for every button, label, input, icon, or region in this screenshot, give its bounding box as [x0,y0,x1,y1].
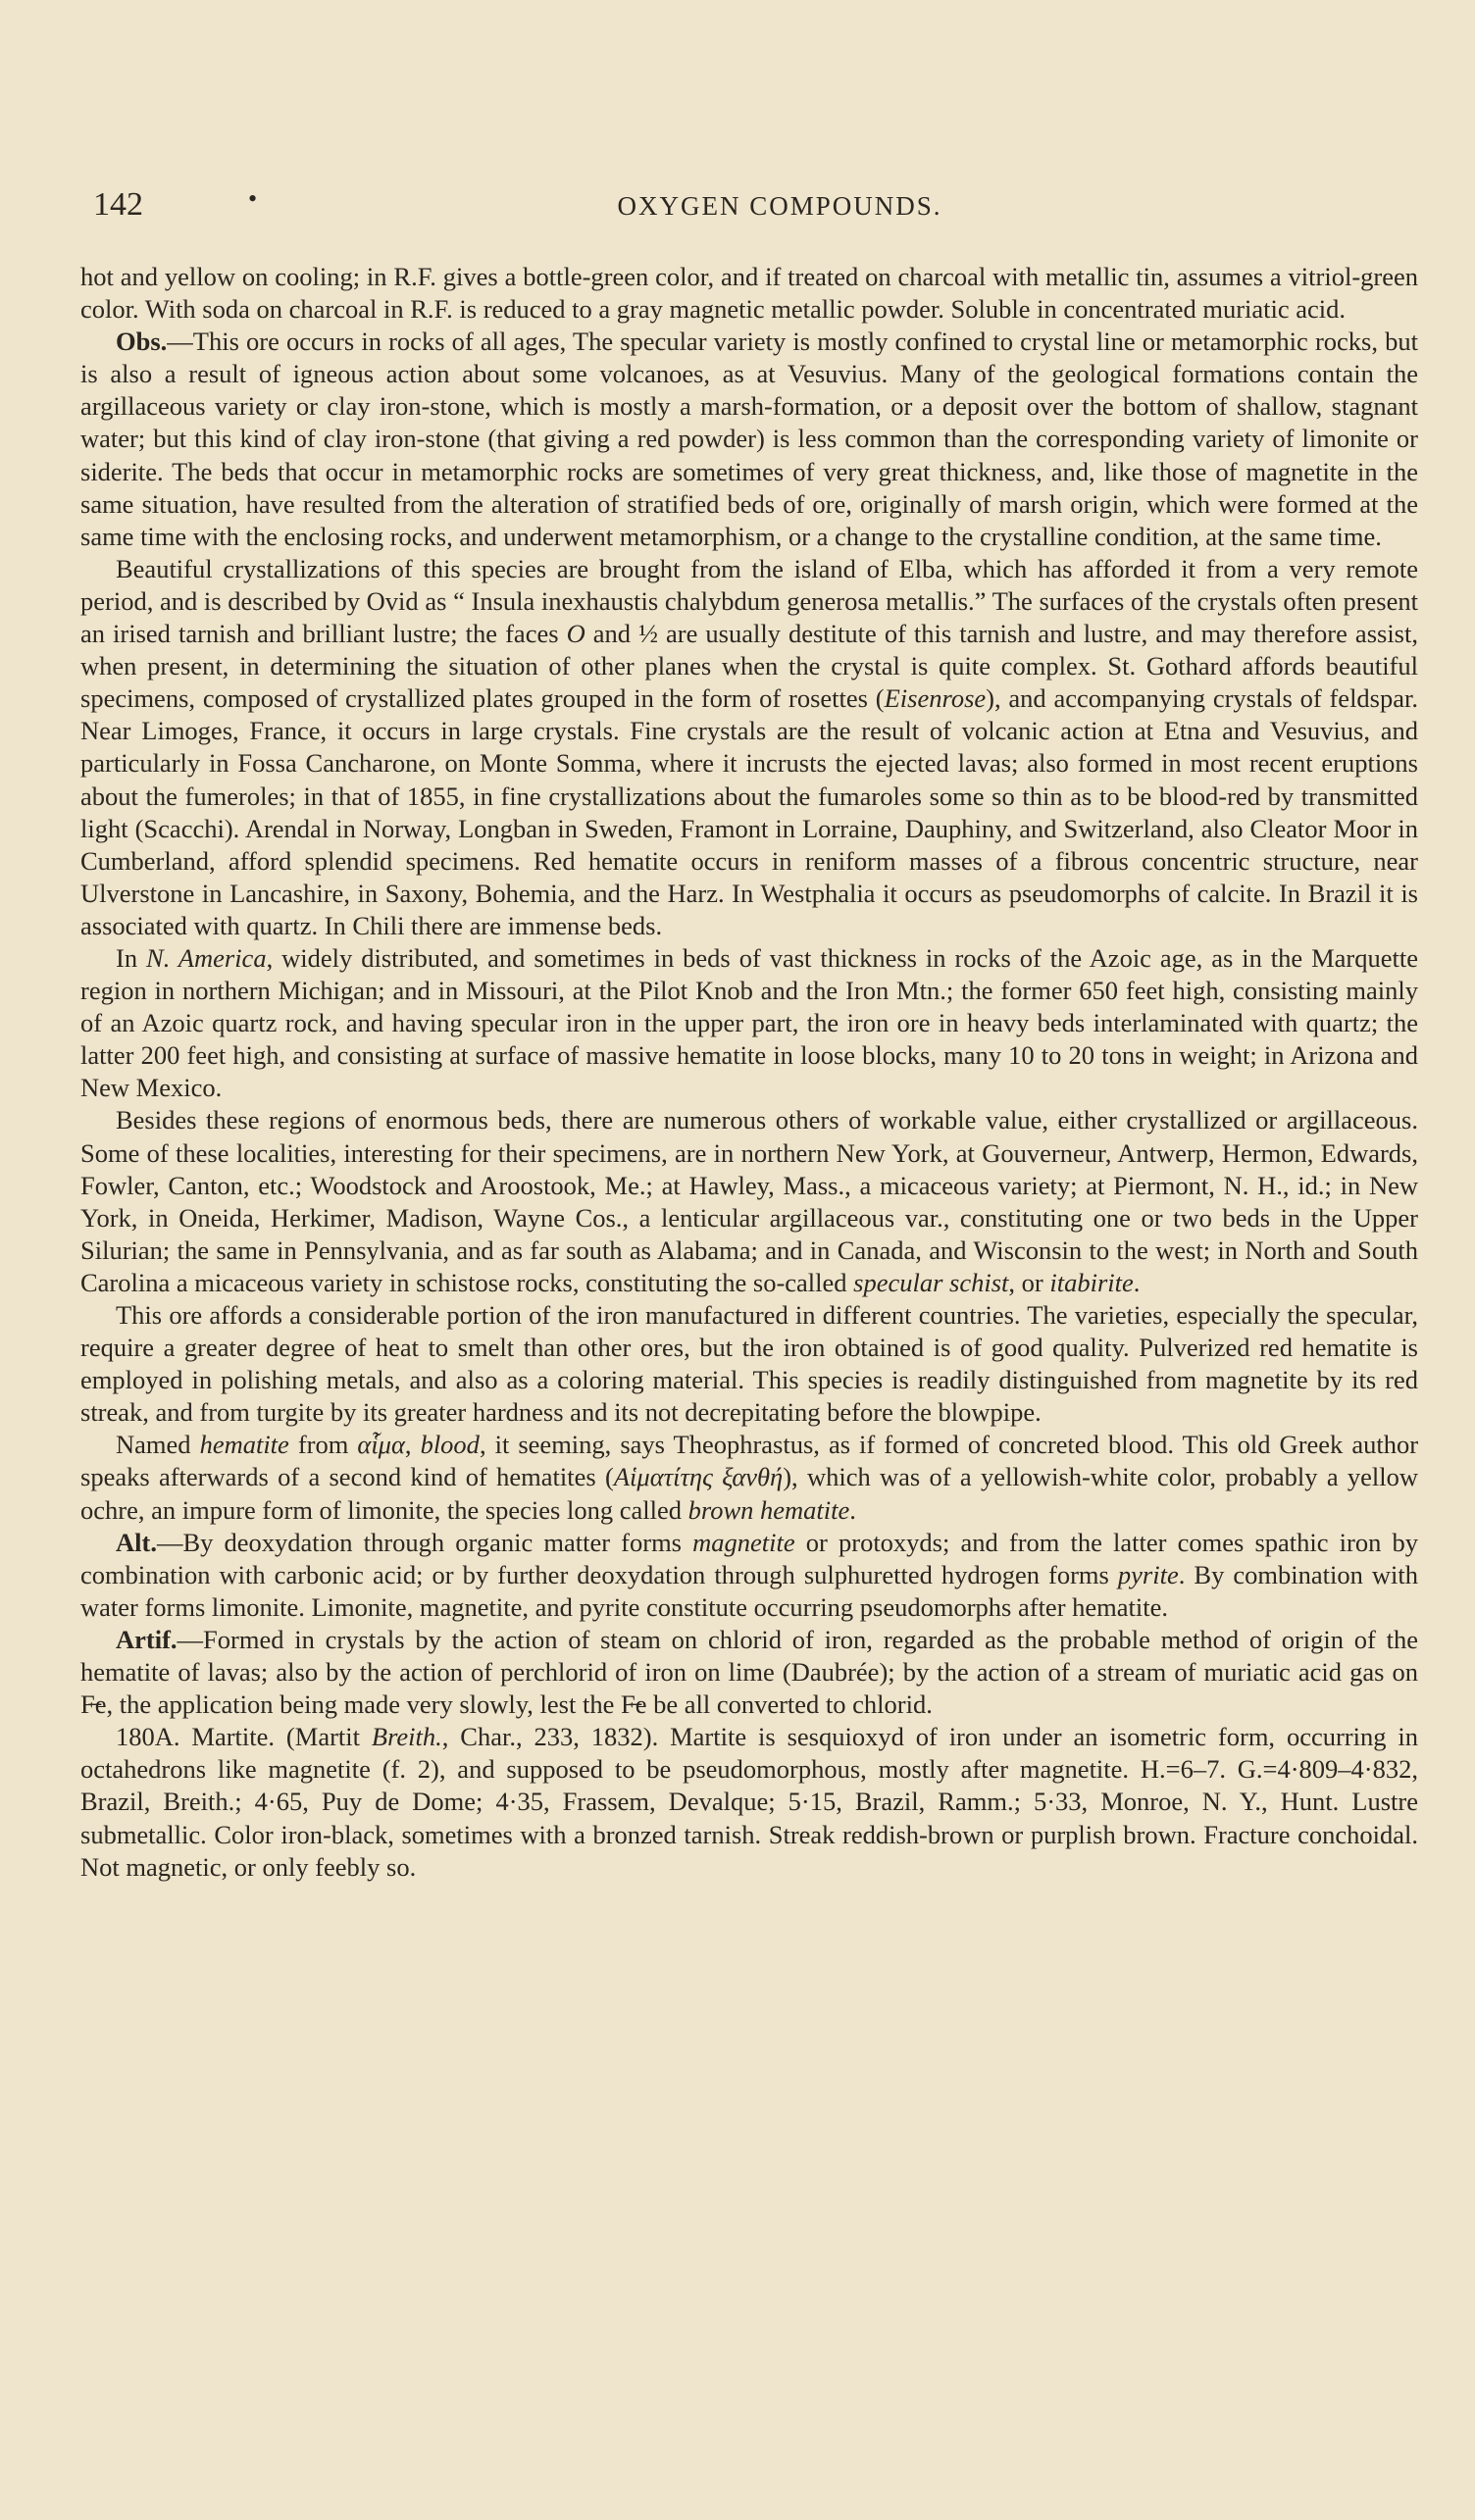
italic-run: O [566,619,585,649]
italic-run: specular schist [853,1267,1009,1297]
text-run: Besides these regions of enormous beds, there are numerous others of workable value, either crystallized or argillaceous. Some of these localities, interesting for their specimens, are in northern New York, at Gouverneur, Antwerp, Hermon, Edwards, Fowler, Canton, etc.; Woodstock and Aroostook, Me.; at Hawley, Mass., a micaceous variety; at Piermont, N. H., id.; in New York, in Oneida, Herkimer, Madison, Wayne Cos., a lenticular argillaceous var., constituting one or two beds in the Upper Silurian; the same in Pennsylvania, and as far south as Alabama; and in Canada, and Wisconsin to the west; in North and South Carolina a micaceous variety in schistose rocks, constituting the so-called [80,1105,1418,1297]
italic-run: N. America [146,942,267,973]
text-run: Named [116,1430,200,1460]
page-header [93,186,1407,226]
italic-run: brown hematite [687,1494,850,1525]
paragraph [80,1429,1418,1526]
italic-run: hematite [199,1430,289,1460]
italic-run: pyrite [1117,1559,1179,1589]
text-run: from [288,1430,358,1460]
page-number: 142 [93,186,143,223]
text-run: . By combination with water forms limonite. Limonite, magnetite, and pyrite constitute occurring pseudomorphs after hematite. [80,1559,1418,1622]
text-run: This ore affords a considerable portion of the iron manufactured in different countries. The varieties, especially the specular, require a greater degree of heat to smelt than other ores, but the iron obtained is of good quality. Pulverized red hematite is employed in polishing metals, and also as a coloring material. This species is readily distinguished from magnetite by its red streak, and from turgite by its greater hardness and its not decrepitating before the blowpipe. [80,1300,1418,1428]
text-run: , [404,1430,421,1460]
italic-run: blood [420,1430,480,1460]
italic-run: αἷμα [357,1430,405,1460]
paragraph [80,942,1418,1104]
paragraph [80,553,1418,942]
text-run: —Formed in crystals by the action of steam on chlorid of iron, regarded as the probable method of origin of the hematite of lavas; also by the action of perchlorid of iron on lime (Daubrée); by the action of a stream of muriatic acid gas on F̶e, the application being made very slowly, lest the F̶e be all converted to chlorid. [80,1624,1418,1720]
text-run: and ½ are usually destitute of this tarnish and lustre, and may therefore assist, when present, in determining the situation of other planes when the crystal is quite complex. St. Gothard affords beautiful specimens, composed of crystallized plates grouped in the form of rosettes ( [80,619,1418,714]
paragraph [80,1527,1418,1624]
italic-run: Eisenrose [884,683,987,714]
text-run: —This ore occurs in rocks of all ages, The specular variety is mostly confined to crystal line or metamorphic rocks, but is also a result of igneous action about some volcanoes, as at Vesuvius. Many of the geological formations contain the argillaceous variety or clay iron-stone, which is mostly a marsh-formation, or a deposit over the bottom of shallow, stagnant water; but this kind of clay iron-stone (that giving a red powder) is less common than the corresponding variety of limonite or siderite. The beds that occur in metamorphic rocks are sometimes of very great thickness, and, like those of magnetite in the same situation, have resulted from the alteration of stratified beds of ore, originally of marsh origin, which were formed at the same time with the enclosing rocks, and underwent metamorphism, or a change to the crystalline condition, at the same time. [80,327,1418,551]
section-label: Artif. [116,1624,178,1654]
text-run: . [1133,1267,1141,1297]
paragraph [80,326,1418,553]
running-title: OXYGEN COMPOUNDS. [617,191,942,221]
text-run: In [116,942,147,973]
paragraph [80,1624,1418,1721]
text-run: 180A. Martite. (Martit [116,1722,372,1752]
body-text [80,261,1418,1884]
header-dot: • [248,184,258,213]
italic-run: magnetite [692,1527,795,1557]
text-run: or protoxyds; and from the latter comes spathic iron by combination with carbonic acid; or by further deoxydation through sulphuretted hydrogen forms [80,1527,1418,1589]
italic-run: Αἱματίτης ξανθή [613,1462,784,1492]
text-run: ), which was of a yellowish-white color, probably a yellow ochre, an impure form of limonite, the species long called [80,1462,1418,1525]
paragraph [80,1299,1418,1429]
section-label: Obs. [116,327,168,357]
text-run: , Char., 233, 1832). Martite is sesquioxyd of iron under an isometric form, occurring in octahedrons like magnetite (f. 2), and supposed to be pseudomorphous, mostly after magnetite. H.=6–7. G.=4·809–4·832, Brazil, Breith.; 4·65, Puy de Dome; 4·35, Frassem, Devalque; 5·15, Brazil, Ramm.; 5·33, Monroe, N. Y., Hunt. Lustre submetallic. Color iron-black, sometimes with a bronzed tarnish. Streak reddish-brown or purplish brown. Fracture conchoidal. Not magnetic, or only feebly so. [80,1722,1418,1882]
text-run: hot and yellow on cooling; in R.F. gives a bottle-green color, and if treated on charcoal with metallic tin, assumes a vitriol-green color. With soda on charcoal in R.F. is reduced to a gray magnetic metallic powder. Soluble in concentrated muriatic acid. [80,262,1418,325]
text-run: . [849,1494,856,1525]
paragraph [80,1104,1418,1299]
section-label: Alt. [116,1527,157,1557]
paragraph [80,261,1418,326]
text-run: , it seeming, says Theophrastus, as if formed of concreted blood. This old Greek author speaks afterwards of a second kind of hematites ( [80,1430,1419,1492]
text-run: —By deoxydation through organic matter forms [156,1527,693,1557]
text-run: , widely distributed, and sometimes in beds of vast thickness in rocks of the Azoic age, as in the Marquette region in northern Michigan; and in Missouri, at the Pilot Knob and the Iron Mtn.; the former 650 feet high, consisting mainly of an Azoic quartz rock, and having specular iron in the upper part, the iron ore in heavy beds interlaminated with quartz; the latter 200 feet high, and consisting at surface of massive hematite in loose blocks, many 10 to 20 tons in weight; in Arizona and New Mexico. [80,942,1419,1103]
text-run: ), and accompanying crystals of feldspar. Near Limoges, France, it occurs in large crystals. Fine crystals are the result of volcanic action at Etna and Vesuvius, and particularly in Fossa Cancharone, on Monte Somma, where it incrusts the ejected lavas; also formed in most recent eruptions about the fumeroles; in that of 1855, in fine crystallizations about the fumaroles some so thin as to be blood-red by transmitted light (Scacchi). Arendal in Norway, Longban in Sweden, Framont in Lorraine, Dauphiny, and Switzerland, also Cleator Moor in Cumberland, afford splendid specimens. Red hematite occurs in reniform masses of a fibrous concentric structure, near Ulverstone in Lancashire, in Saxony, Bohemia, and the Harz. In Westphalia it occurs as pseudomorphs of calcite. In Brazil it is associated with quartz. In Chili there are immense beds. [80,683,1418,940]
text-run: Beautiful crystallizations of this species are brought from the island of Elba, which has afforded it from a very remote period, and is described by Ovid as “ Insula inexhaustis chalybdum generosa metallis.” The surfaces of the crystals often present an irised tarnish and brilliant lustre; the faces [80,553,1418,649]
italic-run: itabirite [1049,1267,1134,1297]
text-run: , or [1008,1267,1050,1297]
paragraph [80,1721,1418,1883]
italic-run: Breith. [371,1722,442,1752]
